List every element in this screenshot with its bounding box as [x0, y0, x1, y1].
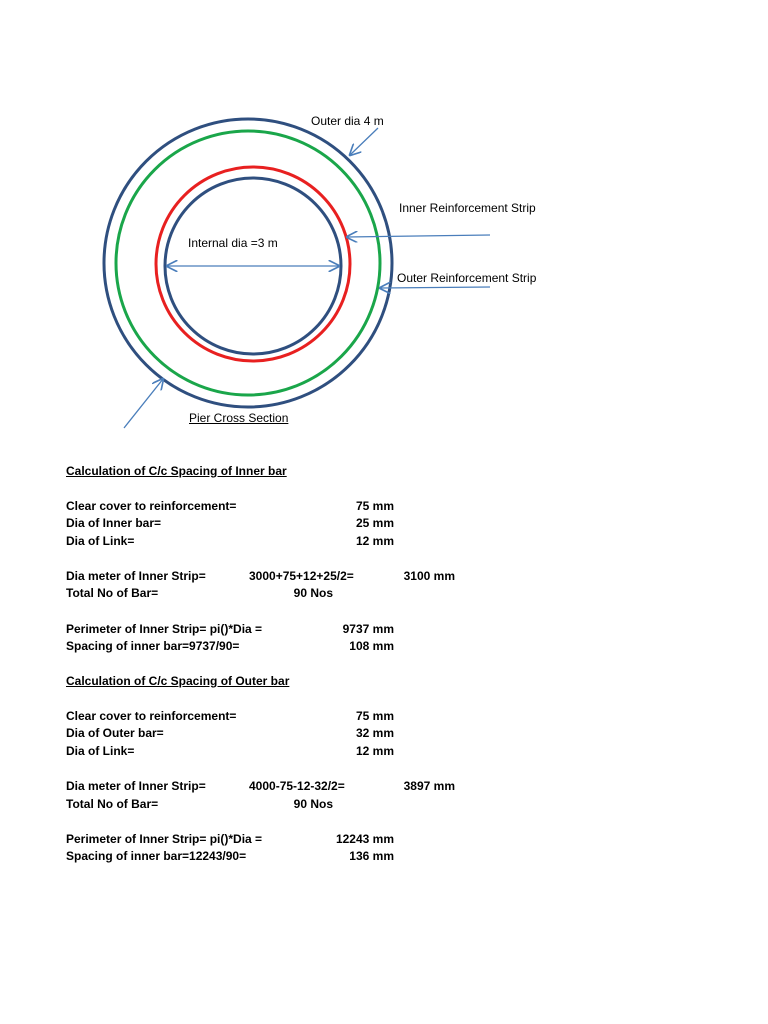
- outer-circle-arrow: [124, 379, 163, 428]
- outer-section-heading: Calculation of C/c Spacing of Outer bar: [66, 674, 290, 688]
- inner-strip-dia-value: 3100 mm: [403, 569, 455, 583]
- outer-perimeter-value: 12243 mm: [335, 832, 394, 846]
- outer-bar-label: Dia of Outer bar=: [66, 726, 164, 740]
- inner-nos-label: Total No of Bar=: [66, 586, 159, 600]
- outer-cover-value: 75 mm: [355, 709, 394, 723]
- outer-strip-formula: 4000-75-12-32/2=: [249, 779, 345, 793]
- diagram-caption: Pier Cross Section: [189, 411, 289, 425]
- inner-strip-arrow: [347, 235, 490, 237]
- inner-spacing-value: 108 mm: [349, 639, 394, 653]
- inner-link-label: Dia of Link=: [66, 534, 135, 548]
- inner-link-value: 12 mm: [355, 534, 394, 548]
- outer-strip-dia-value: 3897 mm: [403, 779, 455, 793]
- inner-section-heading: Calculation of C/c Spacing of Inner bar: [66, 464, 287, 478]
- outer-link-value: 12 mm: [355, 744, 394, 758]
- inner-perimeter-value: 9737 mm: [342, 622, 394, 636]
- inner-perimeter-label: Perimeter of Inner Strip= pi()*Dia =: [66, 622, 263, 636]
- pier-cross-section-diagram: [0, 0, 768, 440]
- outer-link-label: Dia of Link=: [66, 744, 135, 758]
- inner-spacing-label: Spacing of inner bar=9737/90=: [66, 639, 240, 653]
- inner-nos-value: 90 Nos: [293, 586, 333, 600]
- outer-strip-label: Outer Reinforcement Strip: [397, 271, 537, 285]
- outer-dia-arrow: [350, 128, 378, 155]
- outer-spacing-value: 136 mm: [349, 849, 394, 863]
- inner-bar-value: 25 mm: [355, 516, 394, 530]
- outer-strip-dia-label: Dia meter of Inner Strip=: [66, 779, 206, 793]
- internal-dia-label: Internal dia =3 m: [188, 236, 278, 250]
- inner-cover-value: 75 mm: [355, 499, 394, 513]
- inner-strip-label: Inner Reinforcement Strip: [399, 201, 536, 215]
- outer-strip-arrow: [380, 287, 490, 288]
- inner-strip-dia-label: Dia meter of Inner Strip=: [66, 569, 206, 583]
- inner-strip-formula: 3000+75+12+25/2=: [249, 569, 354, 583]
- inner-reinforcement-strip-circle: [156, 167, 350, 361]
- inner-cover-label: Clear cover to reinforcement=: [66, 499, 237, 513]
- outer-nos-label: Total No of Bar=: [66, 797, 159, 811]
- outer-dia-label: Outer dia 4 m: [311, 114, 384, 128]
- outer-spacing-label: Spacing of inner bar=12243/90=: [66, 849, 247, 863]
- outer-cover-label: Clear cover to reinforcement=: [66, 709, 237, 723]
- inner-bar-label: Dia of Inner bar=: [66, 516, 162, 530]
- outer-nos-value: 90 Nos: [293, 797, 333, 811]
- outer-bar-value: 32 mm: [355, 726, 394, 740]
- outer-perimeter-label: Perimeter of Inner Strip= pi()*Dia =: [66, 832, 263, 846]
